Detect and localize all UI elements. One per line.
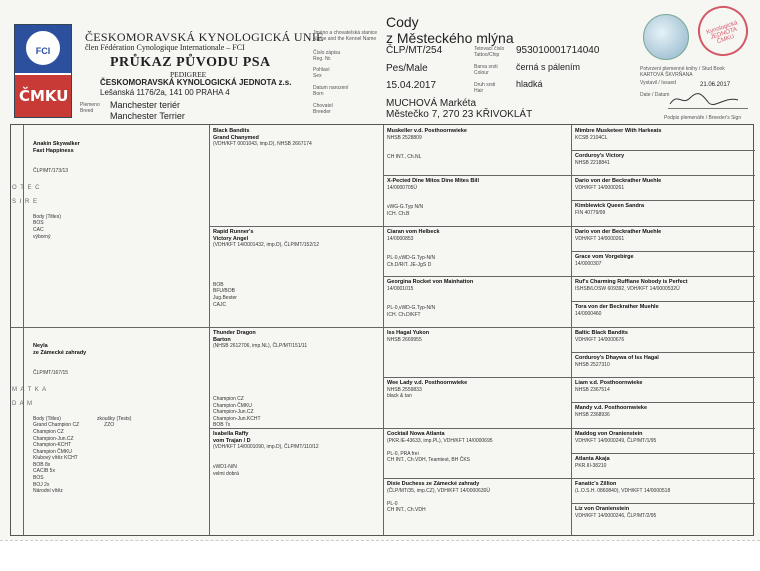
gen4-entry xyxy=(575,254,634,267)
breed-en: Manchester Terrier xyxy=(110,111,185,121)
fci-logo-text: FCI xyxy=(35,46,51,56)
gen4-name: Tora von der Beckrather Muehle xyxy=(575,304,659,310)
gen4-entry xyxy=(575,229,661,242)
gen4-name: Corduroy's Victory xyxy=(575,153,625,159)
issued-date-label: Vystavil / Issued xyxy=(640,80,676,86)
row-divider xyxy=(571,301,755,302)
gen4-details: NHSB 2218841 xyxy=(575,159,610,166)
gen3-entry xyxy=(387,380,467,400)
org-title: ČESKOMORAVSKÁ KYNOLOGICKÁ UNIE xyxy=(85,30,324,44)
row-divider xyxy=(383,478,755,479)
gen4-entry xyxy=(575,330,628,343)
gen4-entry xyxy=(575,456,610,469)
gen4-entry xyxy=(575,405,647,418)
gen3-entry xyxy=(387,128,467,161)
dog-breeder: MUCHOVÁ Markéta Městečko 7, 270 23 KŘIVOKLÁT xyxy=(386,98,533,120)
gen4-entry xyxy=(575,304,659,317)
sire-side-label: O T E C S I R E xyxy=(12,185,41,206)
gen4-details: VDH/KFT 14/0000249, ČLP/MT/1/95 xyxy=(575,437,657,444)
fci-cmku-logo xyxy=(14,24,72,118)
pedigree-table xyxy=(10,124,754,536)
gen4-name: Atlanta Akaja xyxy=(575,456,610,462)
dog-sex: Pes/Male xyxy=(386,63,428,74)
gen4-details: VDH/KFT 14/0000261 xyxy=(575,235,625,242)
gen4-details: (L.O.S.H. 0860840), VDH/KFT 14/0000518 xyxy=(575,487,671,494)
signature-label: Podpis plemenáře / Breeder's Sign xyxy=(664,115,742,121)
gen4-name: Mimbre Musketeer With Harkeats xyxy=(575,128,662,134)
gen3-name: Cocktail Nowa Atlanta xyxy=(387,431,445,437)
gen4-details: ISHSB/LOSW 609392, VDH/KFT 14/0000532Ü xyxy=(575,285,680,292)
gen4-details: NHSB 2368936 xyxy=(575,411,610,418)
gen4-name: Fanatic's Zillion xyxy=(575,481,617,487)
gen4-details: KCSB 2104CL xyxy=(575,134,608,141)
fci-logo-band xyxy=(15,25,71,73)
gen3-details: NHSB 2559833 black & tan xyxy=(387,386,422,400)
gen2-name: Black Bandits Grand Chanymed xyxy=(213,128,259,141)
gen4-details: VDH/KFT 14/0000676 xyxy=(575,336,625,343)
gen4-entry xyxy=(575,279,688,292)
row-divider xyxy=(11,327,755,328)
gen4-entry xyxy=(575,355,659,368)
row-divider xyxy=(571,150,755,151)
gen4-details: 14/0000460 xyxy=(575,310,602,317)
gen3-name: Iss Hagal Yukon xyxy=(387,330,430,336)
gen3-details: NHSB 2528809 CH INT., Ch.NL xyxy=(387,134,422,161)
jednota-address: Lešanská 1176/2a, 141 00 PRAHA 4 xyxy=(100,88,230,97)
jednota-name: ČESKOMORAVSKÁ KYNOLOGICKÁ JEDNOTA z.s. xyxy=(100,78,292,87)
chip-label: Tetovací číslo Tattoo/Chip xyxy=(474,46,505,58)
gen4-details: FIN 40779/99 xyxy=(575,209,606,216)
col-divider xyxy=(383,125,384,535)
dog-chip: 953010001714040 xyxy=(516,45,600,56)
sire-entry xyxy=(33,128,80,253)
gen3-name: Wee Lady v.d. Posthoornwieke xyxy=(387,380,468,386)
gen3-name: Dixie Duchess ze Zámecké zahrady xyxy=(387,481,480,487)
page-bottom-margin xyxy=(0,540,760,571)
breed-label: Plemeno Breed xyxy=(80,102,100,114)
gen2-name: Thunder Dragon Barton xyxy=(213,330,256,343)
dog-name: Cody z Městeckého mlýna xyxy=(386,14,514,46)
gen3-details: (ČLP/MT/35, imp.CZ), VDH/KFT 14/0000630Ü PL-0 CH INT., Ch.VDH xyxy=(387,487,490,514)
row-divider xyxy=(571,352,755,353)
gen4-name: Corduroy's Dhaywa of Iss Hagal xyxy=(575,355,659,361)
gen4-name: Kimblewick Queen Sandra xyxy=(575,203,645,209)
gen3-entry xyxy=(387,229,440,269)
dog-reg: ČLP/MT/254 xyxy=(386,45,443,56)
gen3-details: 14/0000853 PL-0,vWD-G.Typ-N/N Ch.D/RIT. JE-JgS D xyxy=(387,235,436,268)
gen3-name: Muskeller v.d. Posthoornwieke xyxy=(387,128,467,134)
dam-side-label: M A T K A D A M xyxy=(12,387,48,408)
sex-label: Pohlaví Sex xyxy=(313,67,330,79)
official-stamp xyxy=(691,0,754,63)
gen4-entry xyxy=(575,203,644,216)
gen4-details: 14/0000307 xyxy=(575,260,602,267)
row-divider xyxy=(571,503,755,504)
gen4-entry xyxy=(575,153,624,166)
gen4-name: Dario von der Beckrather Muehle xyxy=(575,229,662,235)
gen4-name: Liz von Oranienstein xyxy=(575,506,630,512)
gen2-entry xyxy=(213,128,312,148)
gen3-entry xyxy=(387,178,479,218)
gen4-name: Baltic Black Bandits xyxy=(575,330,628,336)
fci-member: člen Fédération Cynologique Internationale – FCI xyxy=(85,43,245,52)
gen4-entry xyxy=(575,178,661,191)
gen4-details: PKR.III-38210 xyxy=(575,462,607,469)
gen2-details: (VDH/KFT 0001043, imp.D), NHSB 2667174 xyxy=(213,141,312,148)
gen2-details: (VDH/KFT 14/0001432, imp.D), ČLP/MT/152/12 BOB BFU/BOB Jug.Bester CAJC xyxy=(213,242,320,308)
row-divider xyxy=(571,453,755,454)
gen4-entry xyxy=(575,431,656,444)
gen4-details: NHSB 2367514 xyxy=(575,386,610,393)
gen4-name: Maddog von Oranienstein xyxy=(575,431,643,437)
gen2-details: (NHSB 2612706, imp.NL), ČLP/MT/151/11 Champion CZ Champion ČMKU Champion-Jun.CZ Champion-Jun.KCHT BOB 7x xyxy=(213,343,308,429)
gen4-entry xyxy=(575,128,661,141)
gen4-details: VDH/KFT 14/0000261 xyxy=(575,184,625,191)
row-divider xyxy=(383,377,755,378)
row-divider xyxy=(571,251,755,252)
gen3-name: X-Pected Dine Mitos Dine Mites Bill xyxy=(387,178,479,184)
document-title: PRŮKAZ PŮVODU PSA xyxy=(110,55,271,70)
color-label: Barva srsti Colour xyxy=(474,64,498,76)
gen4-entry xyxy=(575,380,642,393)
date-label: Date / Datum xyxy=(640,92,670,98)
gen2-name: Rapid Runner's Victory Angel xyxy=(213,229,254,242)
gen2-entry xyxy=(213,431,319,477)
col-divider xyxy=(209,125,210,535)
gen3-details: (PKR.IE-43633, imp.PL), VDH/KFT 14/0000695 PL-0, PRA frei CH INT., Ch.VDH, Teamtest, BH ČKS xyxy=(387,437,493,464)
row-divider xyxy=(571,200,755,201)
dog-color: černá s pálením xyxy=(516,62,581,72)
born-label: Datum narození Born xyxy=(313,85,349,97)
gen3-details: 14/0000705Ü vWG-G.Typ N/N ICH. Ch.B xyxy=(387,184,424,217)
gen2-details: (VDH/KFT 14/0001090, imp.D), ČLP/MT/110/12 vWD1-N/N velmi dobrá xyxy=(213,444,319,477)
col-divider xyxy=(571,125,572,535)
breeder-label: Chovatel Breeder xyxy=(313,103,333,115)
gen4-name: Ruf's Charming Ruffiane Nobody is Perfect xyxy=(575,279,688,285)
gen2-name: Isabella Raffy vom Trajan / D xyxy=(213,431,251,444)
issued-label: Potvrzení plemenné knihy / Stud Book KARTOVÁ ŠKVRŇANA xyxy=(640,66,725,78)
row-divider xyxy=(383,276,755,277)
row-divider xyxy=(571,402,755,403)
gen3-details: 14/0001015 PL-0,vWD-G.Typ-N/N ICH. Ch.D/KFT xyxy=(387,285,436,318)
row-divider xyxy=(209,226,755,227)
cmku-logo-icon: ČMKU xyxy=(19,87,69,105)
hologram-seal xyxy=(643,14,689,60)
cmku-logo-band xyxy=(15,75,71,117)
dam-name: Neyla ze Zámecké zahrady xyxy=(33,343,87,356)
fci-emblem-icon xyxy=(24,29,62,67)
gen3-entry xyxy=(387,279,473,319)
gen4-entry xyxy=(575,481,670,494)
gen4-name: Dario von der Beckrather Muehle xyxy=(575,178,662,184)
gen4-name: Liam v.d. Posthoornwieke xyxy=(575,380,643,386)
dog-hair: hladká xyxy=(516,79,543,89)
gen3-entry xyxy=(387,330,429,343)
gen4-details: NHSB 2527310 xyxy=(575,361,610,368)
sire-details: ČLP/MT/173/13 Body (Titles) BOS CAC výborný xyxy=(33,167,69,240)
gen3-name: Georgina Rocket von Mainhatton xyxy=(387,279,474,285)
gen4-details: VDH/KFT 14/0000246, ČLP/MT/2/95 xyxy=(575,512,657,519)
stamp-text: Kynologická JEDNOTA ČMKU xyxy=(705,20,739,46)
signature xyxy=(668,96,748,109)
gen4-entry xyxy=(575,506,656,519)
row-divider xyxy=(383,175,755,176)
reg-label: Číslo zápisu Reg. Nr. xyxy=(313,50,341,62)
sire-name: Anakin Skywalker Fast Happiness xyxy=(33,141,80,154)
dam-details: ČLP/MT/167/15 Body (Titles) zkoušky (Tests) Grand Champion CZ ZZO Champion CZ Champion-Jun.CZ Champion-KCHT Champion ČMKU Klubový vítěz KCHT BOB 8x CACIB 5x BOS BOJ 2x Národní vítěz xyxy=(33,369,132,495)
breed-cz: Manchester teriér xyxy=(110,100,181,110)
name-label: Jméno a chovatelská stanice Name and the Kennel Name xyxy=(313,30,378,42)
dog-born: 15.04.2017 xyxy=(386,80,437,91)
gen2-entry xyxy=(213,229,319,308)
dam-entry xyxy=(33,330,131,508)
gen4-name: Mandy v.d. Posthoornwieke xyxy=(575,405,648,411)
issued-date: 21.06.2017 xyxy=(700,82,731,88)
gen4-name: Grace vom Vorgebirge xyxy=(575,254,634,260)
gen3-name: Ciaran vom Helbeck xyxy=(387,229,440,235)
document-subtitle: PEDIGREE xyxy=(170,70,207,79)
gen3-details: NHSB 2669955 xyxy=(387,336,422,343)
gen3-entry xyxy=(387,481,490,514)
hair-label: Druh srsti Hair xyxy=(474,82,496,94)
gen3-entry xyxy=(387,431,493,464)
gen2-entry xyxy=(213,330,307,429)
